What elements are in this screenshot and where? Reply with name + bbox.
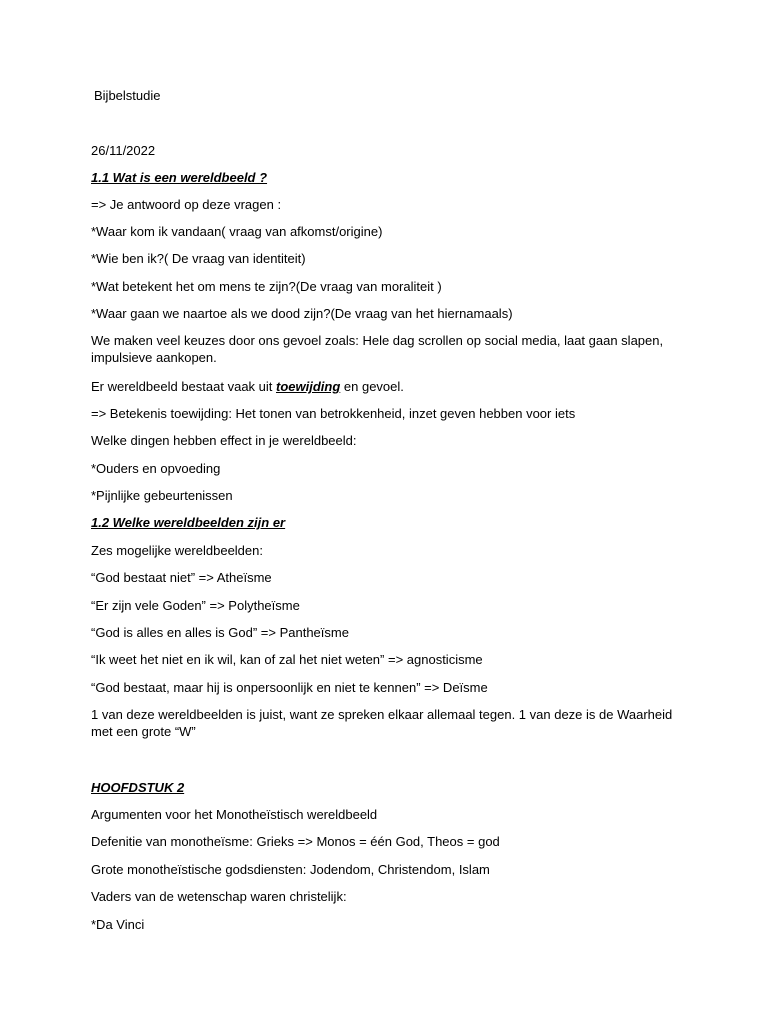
worldview-deism: “God bestaat, maar hij is onpersoonlijk en niet te kennen” => Deïsme [91, 680, 488, 695]
effects-intro: Welke dingen hebben effect in je wereldbeeld: [91, 433, 357, 448]
section-1-2-intro: Zes mogelijke wereldbeelden: [91, 543, 263, 558]
effect-parents: *Ouders en opvoeding [91, 461, 221, 476]
worldviews-conclusion: 1 van deze wereldbeelden is juist, want ze spreken elkaar allemaal tegen. 1 van deze is de Waarheid met een grote “W” [91, 707, 673, 739]
worldview-atheism: “God bestaat niet” => Atheïsme [91, 570, 272, 585]
section-1-1-intro: => Je antwoord op deze vragen : [91, 197, 282, 212]
chapter-2-line: *Da Vinci [91, 917, 145, 932]
document-title: Bijbelstudie [94, 88, 161, 103]
choices-paragraph: We maken veel keuzes door ons gevoel zoals: Hele dag scrollen op social media, laat gaan slapen, impulsieve aankopen. [91, 333, 664, 365]
chapter-2-line: Grote monotheïstische godsdiensten: Jodendom, Christendom, Islam [91, 862, 490, 877]
worldview-polytheism: “Er zijn vele Goden” => Polytheïsme [91, 598, 300, 613]
worldview-agnosticism: “Ik weet het niet en ik wil, kan of zal het niet weten” => agnosticisme [91, 652, 483, 667]
worldview-pantheism: “God is alles en alles is God” => Pantheïsme [91, 625, 349, 640]
chapter-2-line: Vaders van de wetenschap waren christelijk: [91, 889, 347, 904]
document-date: 26/11/2022 [91, 143, 156, 158]
dedication-word: toewijding [276, 379, 341, 394]
chapter-2-line: Defenitie van monotheïsme: Grieks => Monos = één God, Theos = god [91, 834, 500, 849]
question-identity: *Wie ben ik?( De vraag van identiteit) [91, 251, 306, 266]
dedication-before: Er wereldbeeld bestaat vaak uit [91, 379, 276, 394]
dedication-meaning: => Betekenis toewijding: Het tonen van betrokkenheid, inzet geven hebben voor iets [91, 406, 576, 421]
chapter-2-heading: HOOFDSTUK 2 [91, 780, 185, 795]
section-1-1-heading: 1.1 Wat is een wereldbeeld ? [91, 170, 268, 185]
dedication-sentence [91, 378, 691, 395]
dedication-after: en gevoel. [340, 379, 404, 394]
question-afterlife: *Waar gaan we naartoe als we dood zijn?(De vraag van het hiernamaals) [91, 306, 513, 321]
question-origin: *Waar kom ik vandaan( vraag van afkomst/origine) [91, 224, 383, 239]
question-morality: *Wat betekent het om mens te zijn?(De vraag van moraliteit ) [91, 279, 442, 294]
chapter-2-line: Argumenten voor het Monotheïstisch wereldbeeld [91, 807, 378, 822]
effect-painful-events: *Pijnlijke gebeurtenissen [91, 488, 233, 503]
section-1-2-heading: 1.2 Welke wereldbeelden zijn er [91, 515, 286, 530]
